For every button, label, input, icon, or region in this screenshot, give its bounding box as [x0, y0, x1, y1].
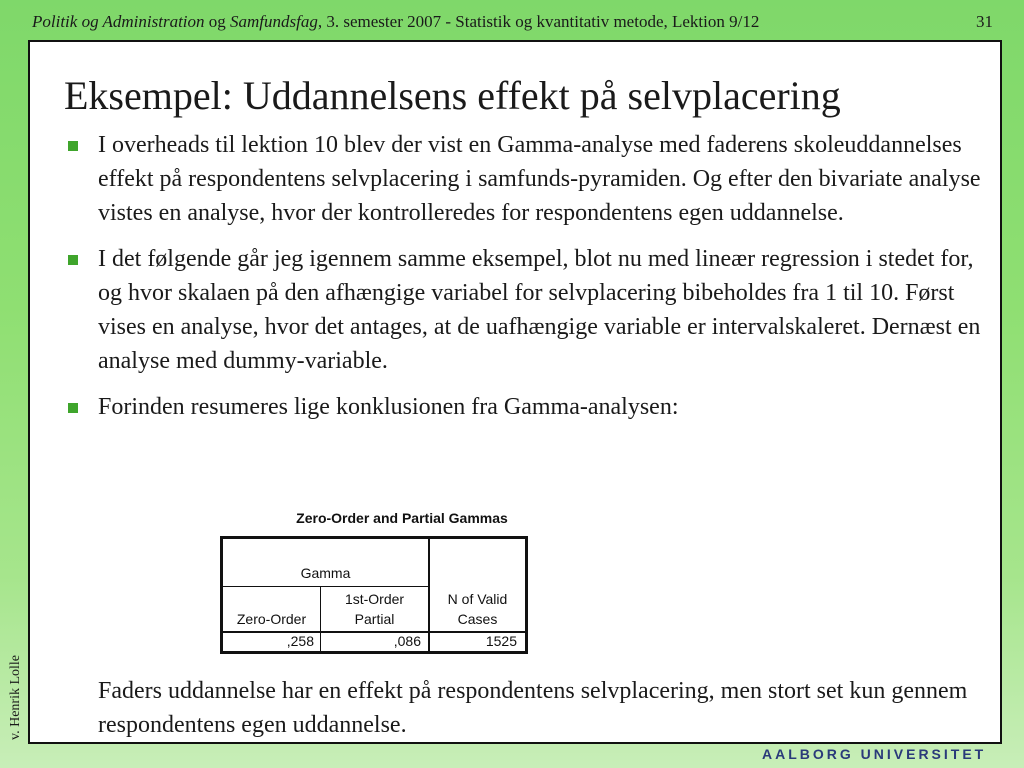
- col-header-partial-line1: 1st-Order: [344, 591, 405, 607]
- value-partial: ,086: [393, 633, 421, 649]
- slide-content-panel: [28, 40, 1002, 744]
- slide-number: 31: [976, 12, 993, 31]
- bullet-item: [64, 128, 984, 230]
- university-logo: AALBORG UNIVERSITET: [762, 746, 987, 762]
- gamma-table: [220, 536, 528, 654]
- bullet-text: I det følgende går jeg igennem samme eksempel, blot nu med lineær regression i stedet for, og hvor skalaen på den afhængige variabel for selvplacering bibeholdes fra 1 til 10. Først vises en analyse, hvor det antages, at de uafhængige variable er intervalskaleret. Dernæst en analyse med dummy-variable.: [98, 246, 981, 374]
- author-credit: v. Henrik Lolle: [8, 654, 23, 740]
- col-header-n-line2: Cases: [457, 611, 498, 627]
- value-zero-order: ,258: [286, 633, 314, 649]
- bullet-text: Forinden resumeres lige konklusionen fra Gamma-analysen:: [98, 394, 679, 420]
- course-name-1: Politik og Administration: [32, 12, 205, 31]
- course-conj: og: [204, 12, 231, 31]
- gamma-group-header: Gamma: [300, 565, 351, 581]
- bullet-text: I overheads til lektion 10 blev der vist en Gamma-analyse med faderens skoleuddannelses effekt på respondentens selvplacering i samfunds-pyramiden. Og efter den bivariate analyse vistes en analyse, hvor der kontrolleredes for respondentens egen uddannelse.: [98, 132, 981, 226]
- conclusion-text: Faders uddannelse har en effekt på respondentens selvplacering, men stort set kun gennem respondentens egen uddannelse.: [98, 678, 968, 738]
- bullet-item: [64, 390, 984, 424]
- table-divider: [223, 586, 428, 587]
- col-header-n-line1: N of Valid: [447, 591, 508, 607]
- slide-title: Eksempel: Uddannelsens effekt på selvplacering: [64, 73, 841, 118]
- col-header-zero-order: Zero-Order: [236, 611, 307, 627]
- table-title: Zero-Order and Partial Gammas: [296, 510, 508, 526]
- slide-header: [0, 0, 1024, 40]
- bullet-square-icon: [68, 141, 78, 151]
- bullet-square-icon: [68, 255, 78, 265]
- bullet-item: [64, 242, 984, 378]
- course-details: , 3. semester 2007 - Statistik og kvantitativ metode, Lektion 9/12: [317, 12, 760, 31]
- col-header-partial-line2: Partial: [354, 611, 395, 627]
- bullet-square-icon: [68, 403, 78, 413]
- course-name-2: Samfundsfag: [230, 12, 318, 31]
- value-n-valid: 1525: [485, 633, 517, 649]
- course-info: [32, 12, 759, 32]
- bullet-list: [64, 128, 984, 436]
